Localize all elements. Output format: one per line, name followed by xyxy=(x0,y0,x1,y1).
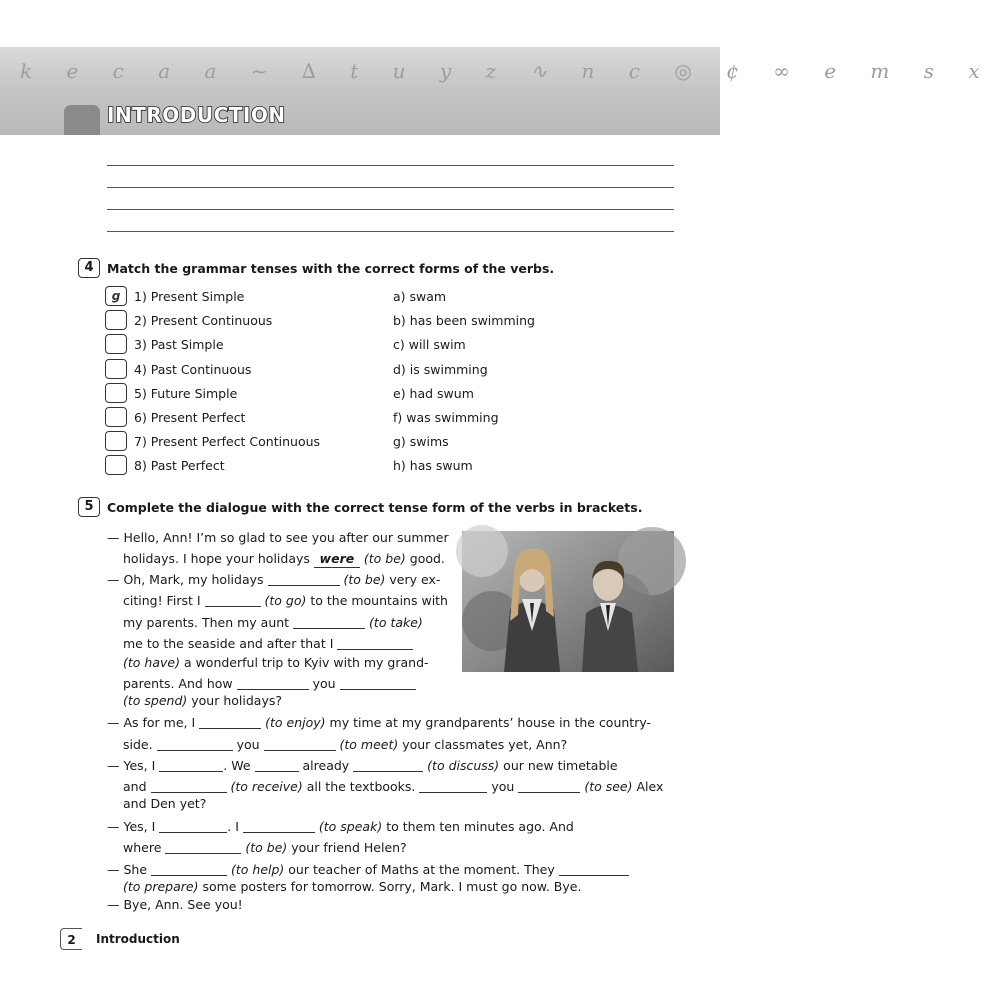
verb-form: f) was swimming xyxy=(393,410,499,425)
answer-blank[interactable] xyxy=(237,678,309,690)
tense-label: 3) Past Simple xyxy=(134,337,224,352)
dialogue-line xyxy=(123,796,206,812)
dialogue-text: you xyxy=(312,676,336,691)
match-answer-box[interactable]: g xyxy=(105,286,127,306)
dialogue-line xyxy=(107,897,243,913)
dialogue-line xyxy=(107,715,651,731)
answer-blank[interactable] xyxy=(151,864,227,876)
dialogue-text: a wonderful trip to Kyiv with my grand- xyxy=(183,655,429,670)
dialogue-text: all the textbooks. xyxy=(306,779,416,794)
verb-form: a) swam xyxy=(393,289,447,304)
exercise-5-number: 5 xyxy=(78,497,100,517)
dialogue-text: — She xyxy=(107,862,148,877)
dialogue-text: — As for me, I xyxy=(107,715,196,730)
dialogue-text: our new timetable xyxy=(503,758,618,773)
tense-label: 4) Past Continuous xyxy=(134,362,252,377)
header-tab-marker xyxy=(64,105,100,135)
match-answer-box[interactable] xyxy=(105,359,127,379)
writing-line[interactable] xyxy=(107,187,674,188)
verb-form: b) has been swimming xyxy=(393,313,535,328)
answer-blank[interactable] xyxy=(559,864,629,876)
verb-hint: (to enjoy) xyxy=(265,715,326,730)
dialogue-text: good. xyxy=(409,551,445,566)
dialogue-text: parents. And how xyxy=(123,676,233,691)
decorative-letters: k e c a a ~ ∆ t u y z ∿ n c ◎ ¢ ∞ e m s x xyxy=(20,59,994,83)
dialogue-line xyxy=(107,758,618,774)
exercise-4-instruction: Match the grammar tenses with the correct forms of the verbs. xyxy=(107,261,555,276)
dialogue-text: me to the seaside and after that I xyxy=(123,636,334,651)
verb-hint: (to prepare) xyxy=(123,879,199,894)
verb-hint: (to be) xyxy=(343,572,386,587)
tense-label: 2) Present Continuous xyxy=(134,313,273,328)
tense-label: 6) Present Perfect xyxy=(134,410,246,425)
dialogue-text: . We xyxy=(223,758,251,773)
writing-line[interactable] xyxy=(107,231,674,232)
writing-line[interactable] xyxy=(107,209,674,210)
verb-form: h) has swum xyxy=(393,458,473,473)
match-answer-box[interactable] xyxy=(105,407,127,427)
dialogue-line xyxy=(123,693,282,709)
dialogue-text: — Yes, I xyxy=(107,758,156,773)
exercise-5-instruction: Complete the dialogue with the correct tense form of the verbs in brackets. xyxy=(107,500,643,515)
answer-blank[interactable] xyxy=(159,760,223,772)
verb-form: c) will swim xyxy=(393,337,466,352)
answer-blank[interactable] xyxy=(159,821,227,833)
verb-hint: (to meet) xyxy=(339,737,399,752)
dialogue-line xyxy=(123,840,407,856)
dialogue-line xyxy=(107,572,440,588)
answer-blank[interactable] xyxy=(340,678,416,690)
verb-hint: (to help) xyxy=(231,862,285,877)
match-answer-box[interactable] xyxy=(105,334,127,354)
example-answer: were xyxy=(314,551,360,568)
dialogue-text: your friend Helen? xyxy=(291,840,407,855)
answer-blank[interactable] xyxy=(157,739,233,751)
dialogue-line xyxy=(123,593,448,609)
page-number: 2 xyxy=(60,928,82,950)
dialogue-text: citing! First I xyxy=(123,593,201,608)
answer-blank[interactable] xyxy=(268,574,340,586)
dialogue-text: your classmates yet, Ann? xyxy=(402,737,568,752)
answer-blank[interactable] xyxy=(151,781,227,793)
header-band xyxy=(0,47,994,135)
dialogue-line xyxy=(123,779,663,795)
answer-blank[interactable] xyxy=(243,821,315,833)
page-top-margin xyxy=(0,0,720,47)
dialogue-text: our teacher of Maths at the moment. They xyxy=(288,862,555,877)
dialogue-line xyxy=(123,551,445,568)
dialogue-line xyxy=(123,737,567,753)
answer-blank[interactable] xyxy=(264,739,336,751)
dialogue-text: your holidays? xyxy=(191,693,283,708)
page-title: INTRODUCTION xyxy=(107,103,286,127)
answer-blank[interactable] xyxy=(255,760,299,772)
dialogue-text: and xyxy=(123,779,147,794)
dialogue-text: — Bye, Ann. See you! xyxy=(107,897,243,912)
dialogue-text: . I xyxy=(227,819,239,834)
dialogue-text: where xyxy=(123,840,162,855)
verb-form: g) swims xyxy=(393,434,449,449)
dialogue-text: to the mountains with xyxy=(310,593,448,608)
answer-blank[interactable] xyxy=(165,842,241,854)
dialogue-text: — Hello, Ann! I’m so glad to see you after our summer xyxy=(107,530,449,545)
answer-blank[interactable] xyxy=(199,717,261,729)
answer-blank[interactable] xyxy=(518,781,580,793)
verb-hint: (to go) xyxy=(264,593,307,608)
answer-blank[interactable] xyxy=(205,595,261,607)
match-answer-box[interactable] xyxy=(105,310,127,330)
dialogue-text: to them ten minutes ago. And xyxy=(386,819,574,834)
verb-hint: (to discuss) xyxy=(427,758,500,773)
dialogue-text: already xyxy=(302,758,350,773)
match-answer-box[interactable] xyxy=(105,455,127,475)
tense-label: 7) Present Perfect Continuous xyxy=(134,434,321,449)
verb-hint: (to spend) xyxy=(123,693,188,708)
answer-blank[interactable] xyxy=(337,638,413,650)
footer-section-title: Introduction xyxy=(96,932,180,946)
verb-form: e) had swum xyxy=(393,386,474,401)
tense-label: 8) Past Perfect xyxy=(134,458,225,473)
dialogue-text: my parents. Then my aunt xyxy=(123,615,290,630)
dialogue-text: some posters for tomorrow. Sorry, Mark. I must go now. Bye. xyxy=(202,879,582,894)
tense-label: 5) Future Simple xyxy=(134,386,238,401)
dialogue-line xyxy=(123,615,423,631)
dialogue-text: you xyxy=(236,737,260,752)
dialogue-text: very ex- xyxy=(389,572,441,587)
dialogue-line xyxy=(107,862,629,878)
verb-form: d) is swimming xyxy=(393,362,488,377)
verb-hint: (to see) xyxy=(584,779,633,794)
verb-hint: (to receive) xyxy=(230,779,303,794)
verb-hint: (to be) xyxy=(245,840,288,855)
dialogue-line xyxy=(123,879,581,895)
dialogue-line xyxy=(123,636,413,652)
dialogue-text: my time at my grandparents’ house in the country- xyxy=(329,715,652,730)
dialogue-text: Alex xyxy=(636,779,664,794)
writing-line[interactable] xyxy=(107,165,674,166)
dialogue-text: you xyxy=(491,779,515,794)
dialogue-text: and Den yet? xyxy=(123,796,207,811)
dialogue-line xyxy=(123,676,416,692)
dialogue-text: holidays. I hope your holidays xyxy=(123,551,310,566)
match-answer-box[interactable] xyxy=(105,383,127,403)
answer-blank[interactable] xyxy=(353,760,423,772)
dialogue-line xyxy=(107,819,574,835)
verb-hint: (to have) xyxy=(123,655,180,670)
dialogue-text: side. xyxy=(123,737,153,752)
students-photo xyxy=(462,531,674,672)
dialogue-line xyxy=(107,530,449,546)
answer-blank[interactable] xyxy=(293,617,365,629)
tense-label: 1) Present Simple xyxy=(134,289,245,304)
match-answer-box[interactable] xyxy=(105,431,127,451)
answer-blank[interactable] xyxy=(419,781,487,793)
exercise-4-number: 4 xyxy=(78,258,100,278)
verb-hint: (to be) xyxy=(363,551,406,566)
verb-hint: (to speak) xyxy=(318,819,383,834)
dialogue-text: — Yes, I xyxy=(107,819,156,834)
verb-hint: (to take) xyxy=(369,615,423,630)
dialogue-line xyxy=(123,655,429,671)
dialogue-text: — Oh, Mark, my holidays xyxy=(107,572,264,587)
